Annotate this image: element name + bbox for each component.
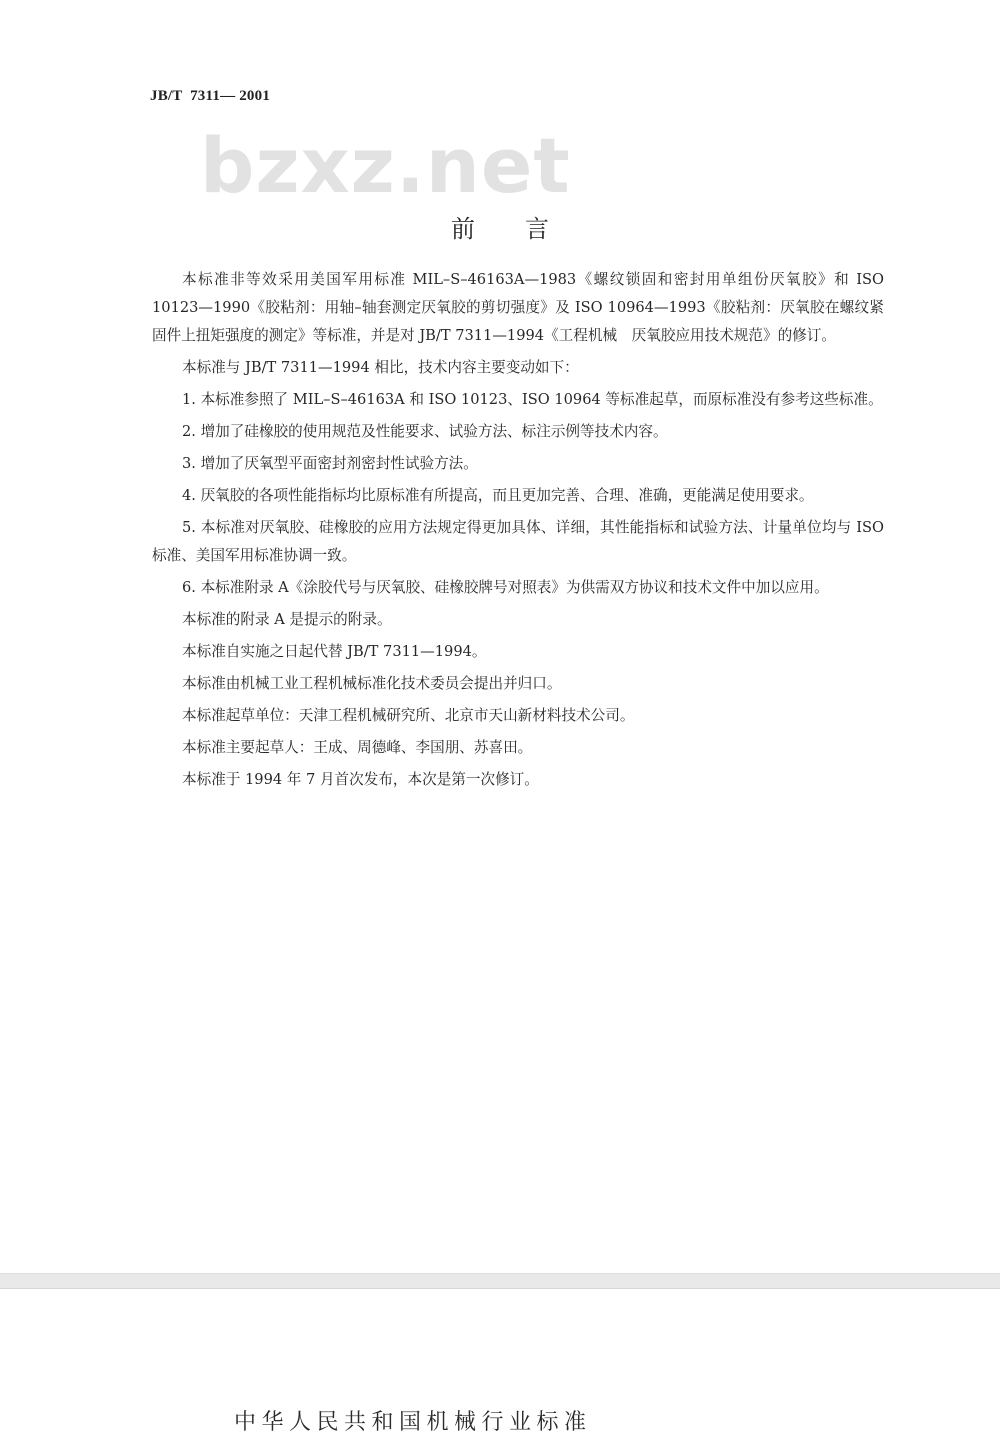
list-item-change-6: 6. 本标准附录 A《涂胶代号与厌氧胶、硅橡胶牌号对照表》为供需双方协议和技术文件中加以应用。	[182, 579, 829, 596]
paragraph-history: 本标准于 1994 年 7 月首次发布，本次是第一次修订。	[182, 771, 539, 788]
page-2-heading: 中华人民共和国机械行业标准	[234, 1410, 592, 1435]
list-item-change-3: 3. 增加了厌氧型平面密封剂密封性试验方法。	[182, 455, 478, 472]
list-item-change-2: 2. 增加了硅橡胶的使用规范及性能要求、试验方法、标注示例等技术内容。	[182, 423, 668, 440]
section-title: 前言	[451, 215, 599, 243]
paragraph-drafters: 本标准主要起草人：王成、周德峰、李国朋、苏喜田。	[182, 739, 533, 756]
paragraph-proposer: 本标准由机械工业工程机械标准化技术委员会提出并归口。	[182, 675, 562, 692]
paragraph-intro: 本标准非等效采用美国军用标准 MIL–S–46163A—1983《螺纹锁固和密封用单组份厌氧胶》和 ISO 10123—1990《胶粘剂：用轴–轴套测定厌氧胶的剪切强度》及 ISO 10964—1993《胶粘剂：厌氧胶在螺纹紧固件上扭矩强度的测定》等标准，并是对 JB/T 7311—1994《工程机械 厌氧胶应用技术规范》的修订。	[152, 271, 884, 344]
paragraph-changes-lead: 本标准与 JB/T 7311—1994 相比，技术内容主要变动如下：	[182, 359, 579, 376]
foreword-body	[152, 266, 884, 798]
document-page-2	[0, 1289, 1000, 1434]
list-item-change-5: 5. 本标准对厌氧胶、硅橡胶的应用方法规定得更加具体、详细，其性能指标和试验方法、计量单位均与 ISO 标准、美国军用标准协调一致。	[152, 519, 884, 564]
list-item-change-1: 1. 本标准参照了 MIL–S–46163A 和 ISO 10123、ISO 10964 等标准起草，而原标准没有参考这些标准。	[182, 391, 883, 408]
list-item-change-4: 4. 厌氧胶的各项性能指标均比原标准有所提高，而且更加完善、合理、准确，更能满足使用要求。	[182, 487, 814, 504]
page-separator	[0, 1273, 1000, 1289]
watermark: bzxz.net	[200, 121, 571, 210]
paragraph-replacement: 本标准自实施之日起代替 JB/T 7311—1994。	[182, 643, 487, 660]
paragraph-appendix-note: 本标准的附录 A 是提示的附录。	[182, 611, 392, 628]
paragraph-drafting-units: 本标准起草单位：天津工程机械研究所、北京市天山新材料技术公司。	[182, 707, 635, 724]
standard-code-header: JB/T 7311— 2001	[150, 88, 271, 104]
